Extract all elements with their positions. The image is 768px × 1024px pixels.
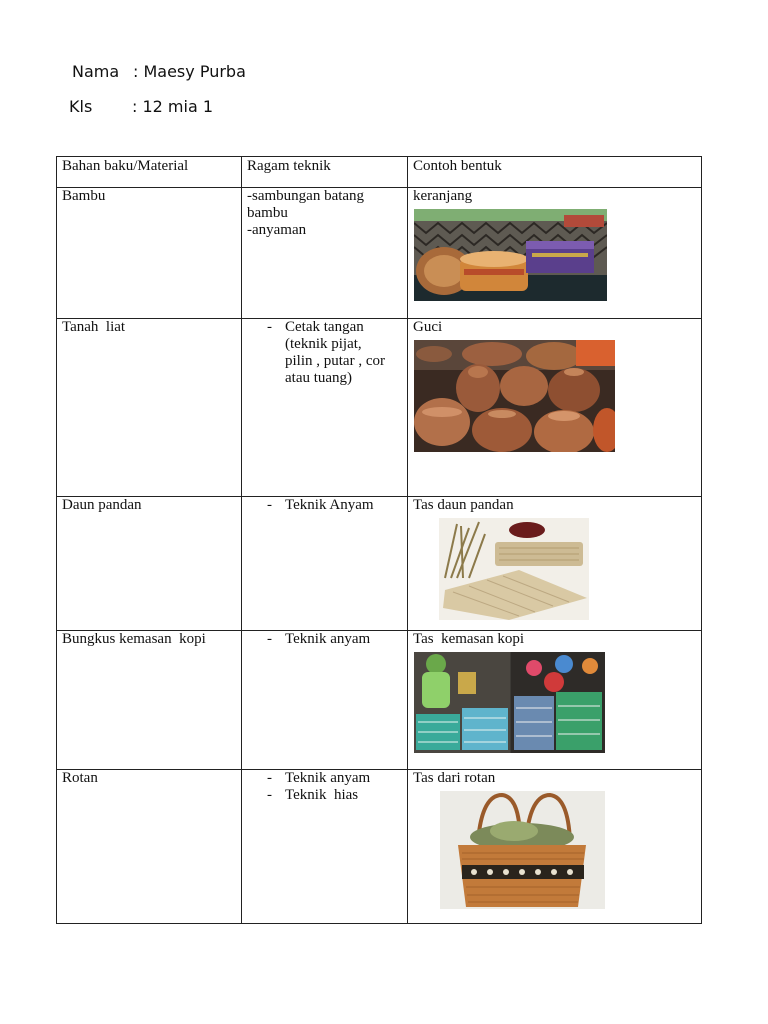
example-caption: keranjang — [413, 188, 473, 204]
table-row — [57, 631, 702, 770]
material-cell — [57, 188, 242, 319]
material-text: Tanah liat — [62, 319, 126, 335]
technique-list — [247, 631, 402, 648]
craft-materials-table — [56, 156, 702, 924]
student-class-line — [69, 97, 369, 119]
example-caption: Tas kemasan kopi — [413, 631, 525, 647]
material-text: Rotan — [62, 770, 98, 786]
technique-cell — [242, 319, 408, 497]
example-cell — [408, 188, 702, 319]
technique-item: - Teknik Anyam — [267, 497, 402, 514]
table-row — [57, 188, 702, 319]
material-cell — [57, 497, 242, 631]
name-label: Nama — [72, 62, 120, 81]
technique-line: bambu — [247, 205, 288, 221]
technique-text: - Cetak tangan — [285, 319, 364, 335]
technique-cell — [242, 770, 408, 924]
column-header-technique: Ragam teknik — [242, 157, 408, 188]
technique-line: -sambungan batang — [247, 188, 365, 204]
technique-line: -anyaman — [247, 222, 307, 238]
material-cell — [57, 319, 242, 497]
technique-cell — [242, 631, 408, 770]
technique-item: - Teknik hias — [267, 787, 402, 804]
example-cell — [408, 770, 702, 924]
clay-pottery-photo — [414, 340, 615, 452]
column-header-example: Contoh bentuk — [408, 157, 702, 188]
technique-cell — [242, 497, 408, 631]
technique-cell — [242, 188, 408, 319]
technique-list — [247, 770, 402, 804]
rattan-bag-photo — [440, 791, 605, 909]
example-cell — [408, 497, 702, 631]
material-text: Daun pandan — [62, 497, 142, 513]
technique-item: - Teknik anyam — [267, 631, 402, 648]
technique-item — [267, 319, 402, 387]
material-cell — [57, 631, 242, 770]
example-caption: Tas dari rotan — [413, 770, 496, 786]
coffee-pack-bags-photo — [414, 652, 605, 753]
example-caption: Guci — [413, 319, 443, 335]
class-value: : 12 mia 1 — [132, 97, 214, 116]
example-cell — [408, 319, 702, 497]
technique-list — [247, 319, 402, 387]
technique-detail: (teknik pijat, — [285, 336, 362, 352]
student-name-line — [72, 62, 372, 84]
name-value: : Maesy Purba — [133, 62, 246, 81]
technique-list — [247, 497, 402, 514]
table-row — [57, 770, 702, 924]
example-cell — [408, 631, 702, 770]
table-row — [57, 497, 702, 631]
bamboo-baskets-photo — [414, 209, 607, 301]
column-header-material: Bahan baku/Material — [57, 157, 242, 188]
material-text: Bungkus kemasan kopi — [62, 631, 206, 647]
example-caption: Tas daun pandan — [413, 497, 514, 513]
technique-detail: atau tuang) — [285, 370, 353, 386]
table-header-row — [57, 157, 702, 188]
technique-detail: pilin , putar , cor — [285, 353, 385, 369]
table-row — [57, 319, 702, 497]
class-label: Kls — [69, 97, 93, 116]
technique-item: - Teknik anyam — [267, 770, 402, 787]
material-text: Bambu — [62, 188, 106, 204]
pandan-bag-photo — [439, 518, 589, 620]
material-cell — [57, 770, 242, 924]
